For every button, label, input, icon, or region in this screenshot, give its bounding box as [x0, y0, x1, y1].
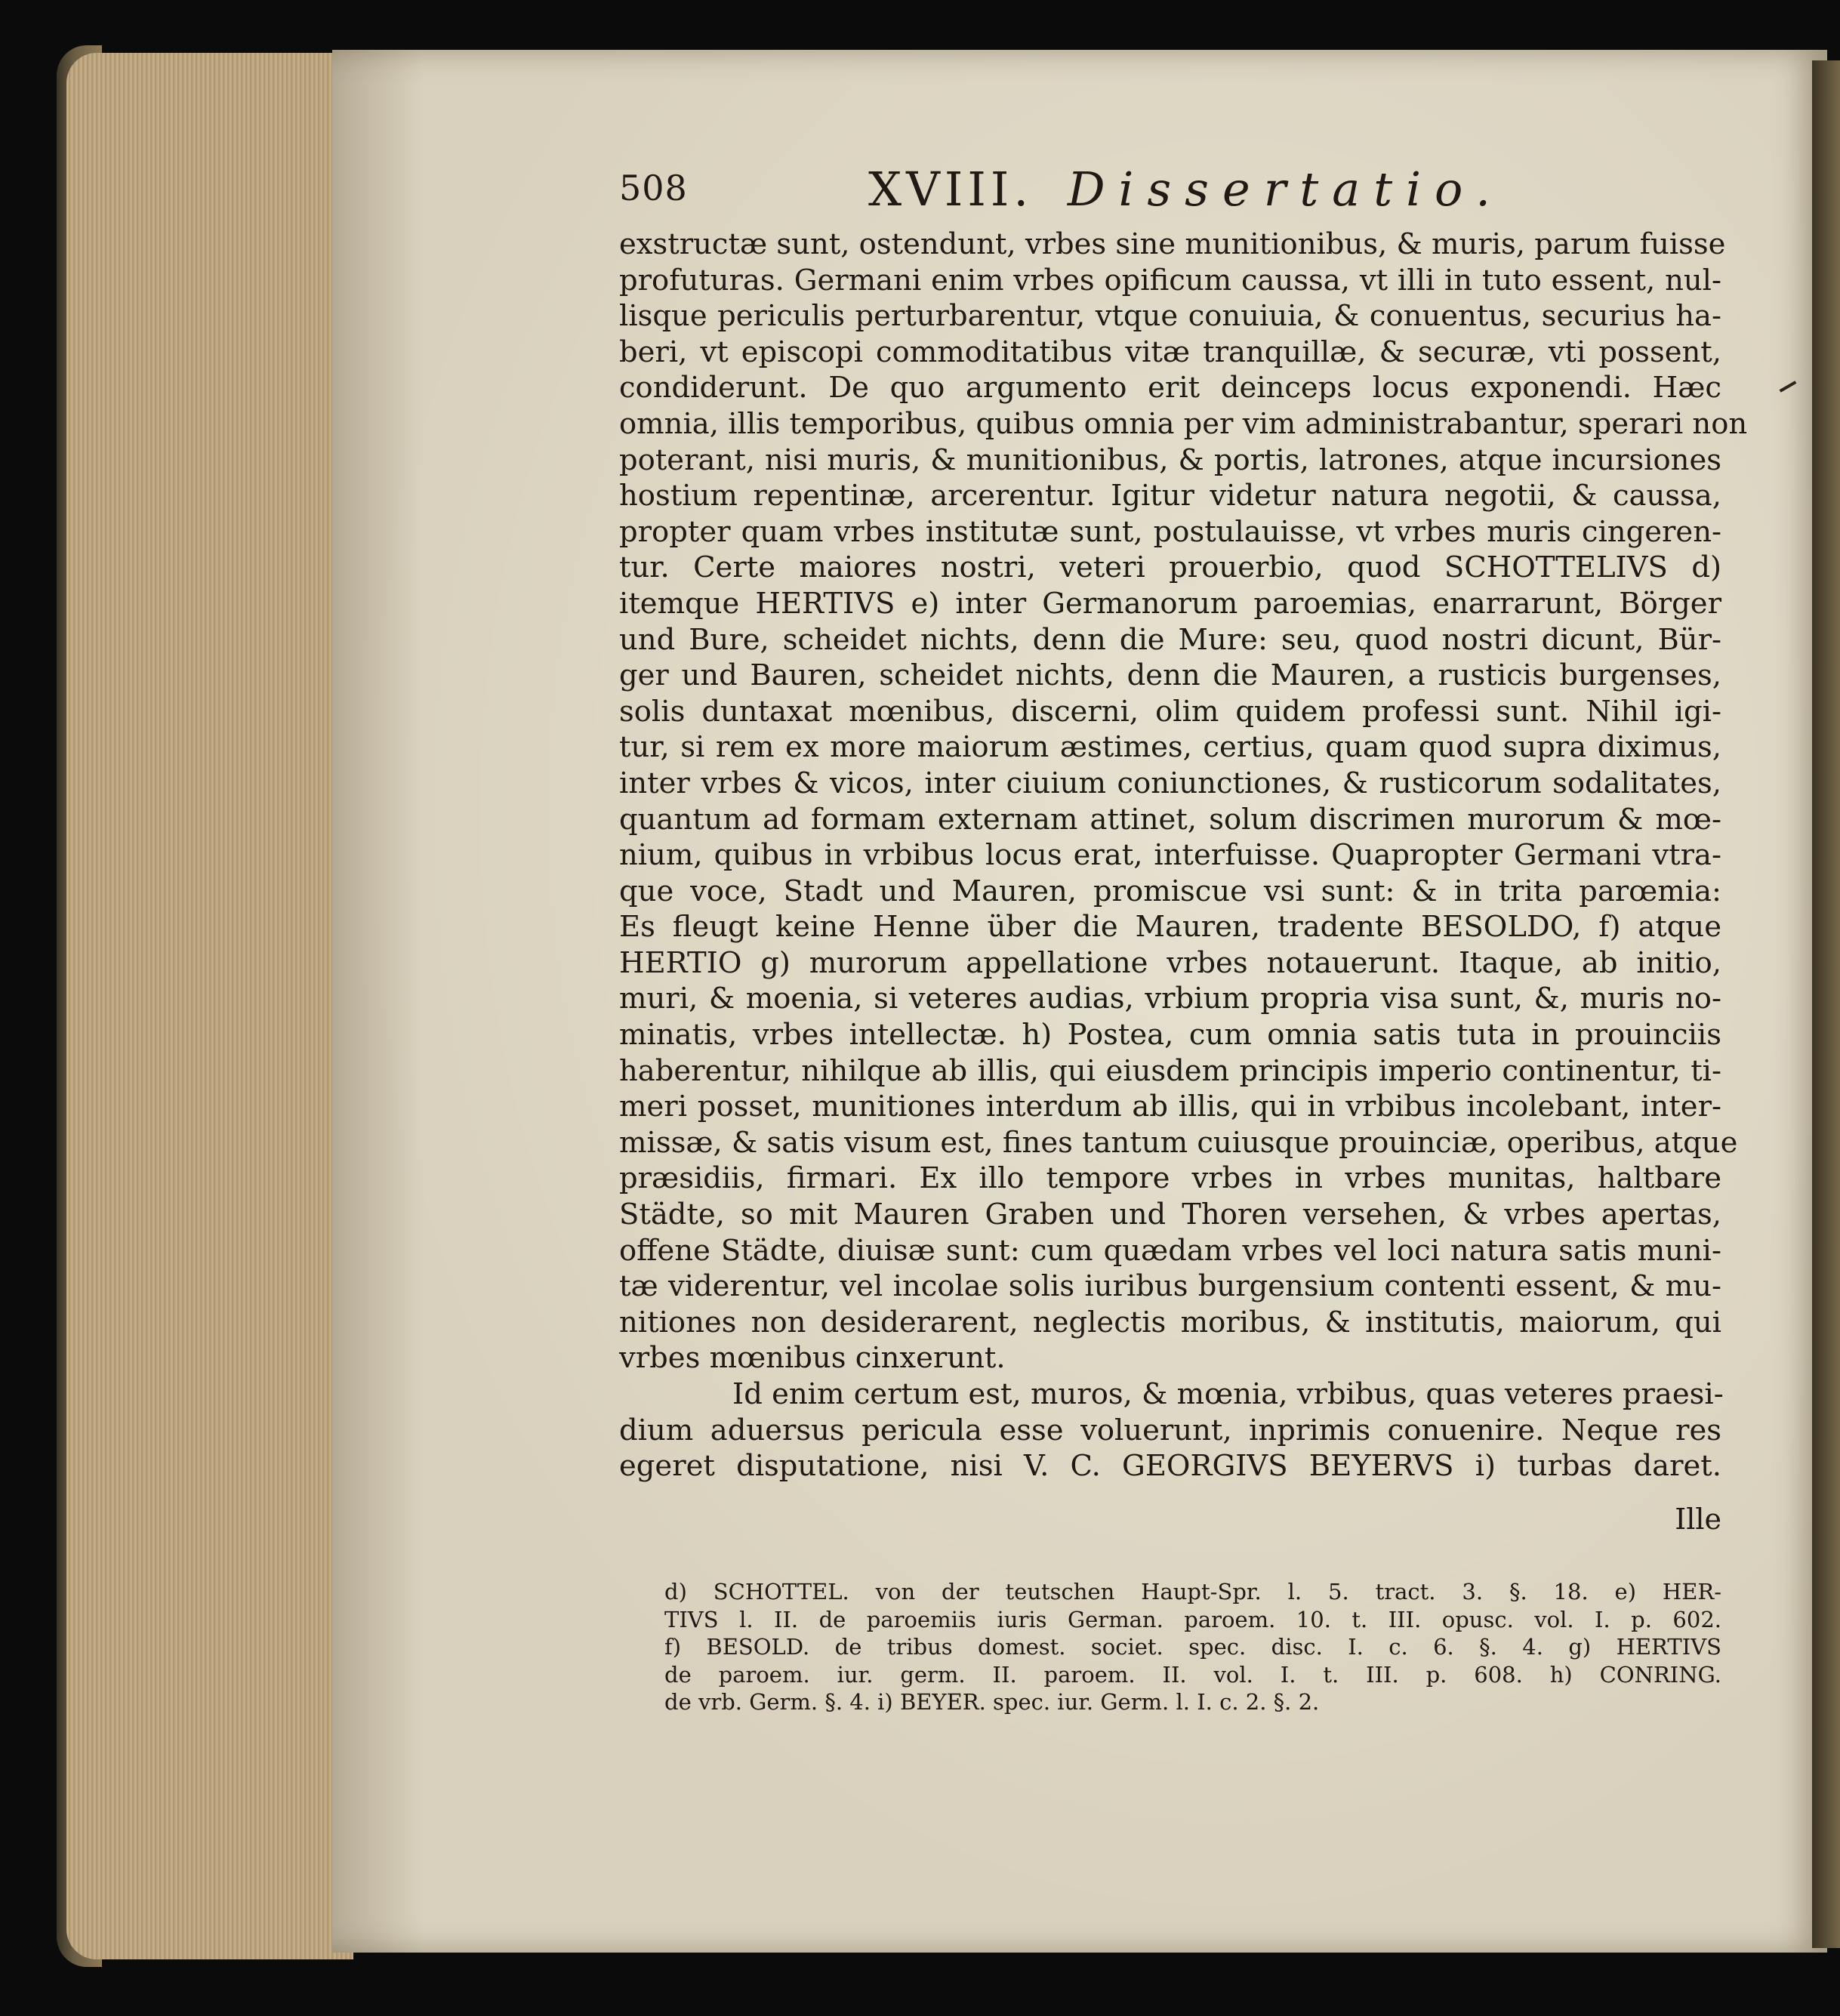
text-line: profuturas. Germani enim vrbes opificum caussa, vt illi in tuto essent, nul-: [619, 263, 1721, 297]
text-line: quantum ad formam externam attinet, solum discrimen murorum & mœ-: [619, 802, 1721, 837]
facing-page-edge: [1812, 60, 1840, 1948]
text-line: condiderunt. De quo argumento erit deinceps locus exponendi. Hæc: [619, 371, 1721, 405]
text-line: tur, si rem ex more maiorum æstimes, certius, quam quod supra diximus,: [619, 730, 1721, 765]
text-line: dium aduersus pericula esse voluerunt, inprimis conuenire. Neque res: [619, 1413, 1721, 1447]
footnote-line: TIVS l. II. de paroemiis iuris German. paroem. 10. t. III. opusc. vol. I. p. 602.: [664, 1606, 1721, 1632]
text-line: egeret disputatione, nisi V. C. GEORGIVS BEYERVS i) turbas daret.: [619, 1449, 1721, 1484]
text-line: tur. Certe maiores nostri, veteri prouerbio, quod SCHOTTELIVS d): [619, 550, 1721, 585]
text-line: hostium repentinæ, arcerentur. Igitur videtur natura negotii, & caussa,: [619, 479, 1721, 513]
text-line: que voce, Stadt und Mauren, promiscue vsi sunt: & in trita parœmia:: [619, 874, 1721, 908]
text-line: omnia, illis temporibus, quibus omnia per vim administrabantur, sperari non: [619, 406, 1748, 441]
text-line: Es fleugt keine Henne über die Mauren, tradente BESOLDO, f) atque: [619, 910, 1721, 945]
text-line: minatis, vrbes intellectæ. h) Postea, cum omnia satis tuta in prouinciis: [619, 1018, 1721, 1053]
text-line: offene Städte, diuisæ sunt: cum quædam vrbes vel loci natura satis muni-: [619, 1233, 1721, 1268]
text-line: itemque HERTIVS e) inter Germanorum paroemias, enarrarunt, Börger: [619, 586, 1721, 621]
text-line: poterant, nisi muris, & munitionibus, & portis, latrones, atque incursiones: [619, 442, 1721, 477]
footnotes: [664, 1578, 1721, 1716]
footnote-line-last: de vrb. Germ. §. 4. i) BEYER. spec. iur. Germ. l. I. c. 2. §. 2.: [664, 1689, 1320, 1715]
text-line: propter quam vrbes institutæ sunt, postulauisse, vt vrbes muris cingeren-: [619, 514, 1721, 549]
text-line: beri, vt episcopi commoditatibus vitæ tranquillæ, & securæ, vti possent,: [619, 334, 1721, 369]
page-number: 508: [619, 168, 688, 208]
chapter-numeral: XVIII.: [868, 162, 1034, 217]
text-line: HERTIO g) murorum appellatione vrbes notauerunt. Itaque, ab initio,: [619, 945, 1721, 980]
page-block-edge: [66, 53, 353, 1959]
text-line: exstructæ sunt, ostendunt, vrbes sine munitionibus, & muris, parum fuisse: [619, 227, 1726, 261]
text-line: missæ, & satis visum est, fines tantum cuiusque prouinciæ, operibus, atque: [619, 1125, 1738, 1160]
text-line: Städte, so mit Mauren Graben und Thoren versehen, & vrbes apertas,: [619, 1198, 1721, 1232]
body-text: [619, 227, 1748, 1484]
footnote-line: de paroem. iur. germ. II. paroem. II. vol. I. t. III. p. 608. h) CONRING.: [664, 1661, 1721, 1688]
text-line: tæ viderentur, vel incolae solis iuribus burgensium contenti essent, & mu-: [619, 1269, 1721, 1304]
text-line: und Bure, scheidet nichts, denn die Mure: seu, quod nostri dicunt, Bür-: [619, 622, 1721, 657]
catchword: Ille: [1675, 1503, 1721, 1536]
text-line: inter vrbes & vicos, inter ciuium coniunctiones, & rusticorum sodalitates,: [619, 766, 1721, 800]
text-line: nium, quibus in vrbibus locus erat, interfuisse. Quapropter Germani vtra-: [619, 838, 1721, 873]
footnote-line: f) BESOLD. de tribus domest. societ. spec. disc. I. c. 6. §. 4. g) HERTIVS: [664, 1634, 1721, 1660]
text-line: haberentur, nihilque ab illis, qui eiusdem principis imperio continentur, ti-: [619, 1053, 1721, 1088]
text-line: muri, & moenia, si veteres audias, vrbium propria visa sunt, &, muris no-: [619, 982, 1721, 1016]
chapter-title: [868, 162, 1504, 217]
text-line: præsidiis, firmari. Ex illo tempore vrbes in vrbes munitas, haltbare: [619, 1161, 1721, 1196]
footnote-line: d) SCHOTTEL. von der teutschen Haupt-Spr. l. 5. tract. 3. §. 18. e) HER-: [664, 1579, 1721, 1604]
text-line: meri posset, munitiones interdum ab illis, qui in vrbibus incolebant, inter-: [619, 1090, 1721, 1124]
paragraph-2: [619, 1376, 1724, 1484]
text-line: nitiones non desiderarent, neglectis moribus, & institutis, maiorum, qui: [619, 1305, 1721, 1339]
chapter-word: Dissertatio.: [1067, 162, 1504, 217]
running-head: [619, 162, 1721, 220]
text-line: lisque periculis perturbarentur, vtque conuiuia, & conuentus, securius ha-: [619, 299, 1721, 334]
text-line: Id enim certum est, muros, & mœnia, vrbibus, quas veteres praesi-: [732, 1377, 1724, 1411]
paragraph-1: [619, 227, 1748, 1376]
text-line: solis duntaxat mœnibus, discerni, olim quidem professi sunt. Nihil igi-: [619, 694, 1721, 729]
text-line: ger und Bauren, scheidet nichts, denn die Mauren, a rusticis burgenses,: [619, 658, 1721, 693]
text-line-last: vrbes mœnibus cinxerunt.: [619, 1341, 1006, 1376]
